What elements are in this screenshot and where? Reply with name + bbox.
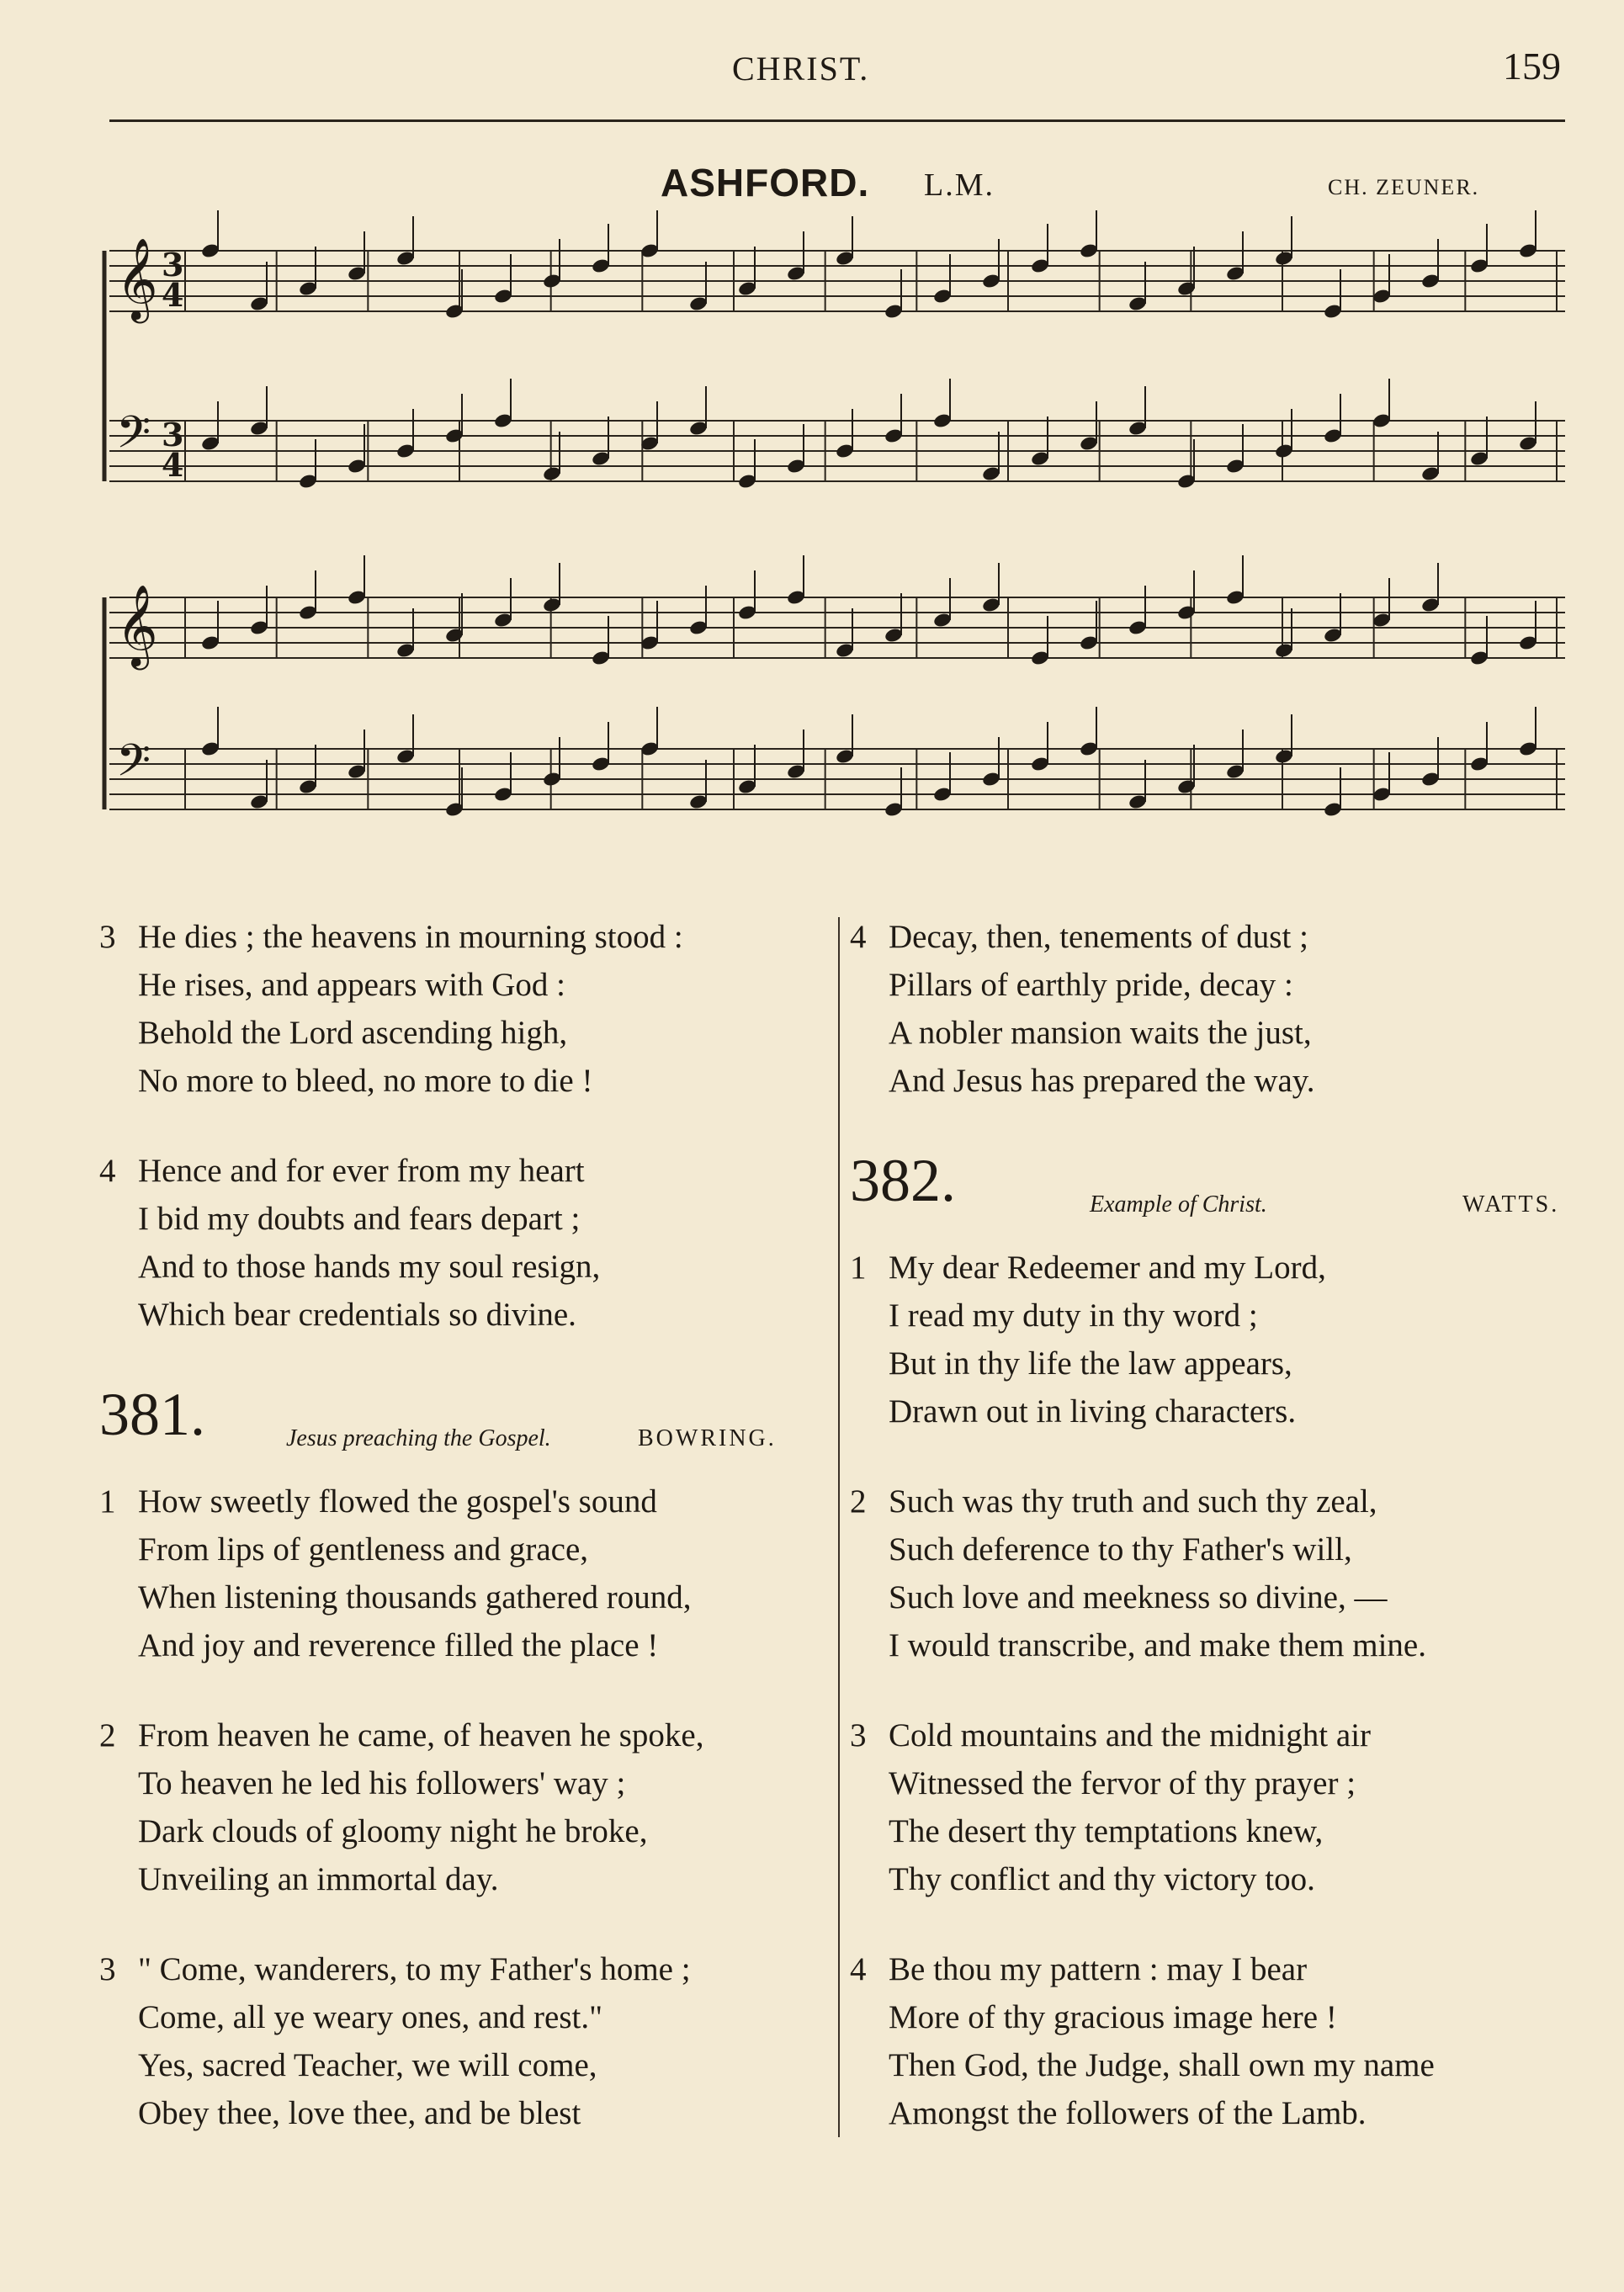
stanza-number: 3 [850, 1717, 867, 1753]
hymn-382-heading [850, 1147, 1590, 1227]
verse-text: When listening thousands gathered round, [138, 1579, 692, 1616]
verse-line [99, 1621, 831, 1669]
verse-text: More of thy gracious image here ! [889, 1999, 1337, 2035]
verse-line [850, 1711, 1590, 1759]
hymn-number: 382. [850, 1147, 956, 1214]
hymn-author: WATTS. [1462, 1191, 1560, 1218]
verse-line [99, 1711, 831, 1759]
verse-text: Unveiling an immortal day. [138, 1861, 499, 1897]
verse-line [850, 1340, 1590, 1387]
verse-line [850, 1945, 1590, 1993]
verse-line [99, 961, 831, 1009]
verse-line [99, 1057, 831, 1105]
stanza-number: 3 [99, 1951, 116, 1987]
verse-line [99, 2041, 831, 2089]
verse-text: Dark clouds of gloomy night he broke, [138, 1813, 648, 1849]
verse-line [99, 1478, 831, 1525]
verse-line [850, 1573, 1590, 1621]
verse-text: " Come, wanderers, to my Father's home ; [138, 1951, 691, 1987]
verse-line [99, 1195, 831, 1243]
verse-text: No more to bleed, no more to die ! [138, 1063, 593, 1099]
verse-line [99, 2089, 831, 2137]
verse-line [99, 1147, 831, 1195]
verse-line [99, 1807, 831, 1855]
verse-text: Such was thy truth and such thy zeal, [889, 1483, 1377, 1520]
verse-text: A nobler mansion waits the just, [889, 1015, 1312, 1051]
bass-clef: 𝄢 [116, 407, 151, 470]
verse-line [99, 1009, 831, 1057]
stanza [850, 1244, 1590, 1435]
verse-line [99, 1945, 831, 1993]
verse-text: But in thy life the law appears, [889, 1345, 1292, 1382]
hymn-381-heading [99, 1381, 831, 1461]
verse-text: Drawn out in living characters. [889, 1393, 1297, 1430]
verse-text: From heaven he came, of heaven he spoke, [138, 1717, 704, 1753]
verse-text: Such love and meekness so divine, — [889, 1579, 1388, 1616]
hymn-subtitle: Jesus preaching the Gospel. [286, 1425, 551, 1451]
verse-text: Amongst the followers of the Lamb. [889, 2095, 1367, 2131]
music-score [101, 210, 1574, 867]
time-signature: 4 [162, 446, 184, 484]
verse-text: He rises, and appears with God : [138, 967, 565, 1003]
verse-text: Yes, sacred Teacher, we will come, [138, 2047, 597, 2083]
stanza-number: 3 [99, 919, 116, 955]
verse-text: And Jesus has prepared the way. [889, 1063, 1315, 1099]
verse-text: He dies ; the heavens in mourning stood : [138, 919, 683, 955]
verse-text: I bid my doubts and fears depart ; [138, 1201, 581, 1237]
header-rule [109, 119, 1565, 122]
verse-text: Obey thee, love thee, and be blest [138, 2095, 581, 2131]
stanza [850, 1478, 1590, 1669]
verse-line [850, 1009, 1590, 1057]
verse-text: Such deference to thy Father's will, [889, 1531, 1352, 1568]
verse-text: The desert thy temptations knew, [889, 1813, 1324, 1849]
verse-line [850, 1807, 1590, 1855]
stanza [850, 1711, 1590, 1903]
verse-text: Cold mountains and the midnight air [889, 1717, 1372, 1753]
verse-text: How sweetly flowed the gospel's sound [138, 1483, 657, 1520]
stanza [99, 1478, 831, 1669]
verse-text: Pillars of earthly pride, decay : [889, 967, 1293, 1003]
verse-text: To heaven he led his followers' way ; [138, 1765, 626, 1801]
tune-name: ASHFORD. [661, 161, 870, 204]
stanza-number: 1 [99, 1483, 116, 1520]
verse-text: And to those hands my soul resign, [138, 1249, 601, 1285]
verse-line [850, 1244, 1590, 1292]
right-column [850, 913, 1590, 2179]
treble-clef: 𝄞 [116, 237, 158, 320]
hymn-subtitle: Example of Christ. [1090, 1191, 1267, 1218]
verse-line [850, 1621, 1590, 1669]
stanza-number: 4 [99, 1153, 116, 1189]
verse-line [850, 1387, 1590, 1435]
verse-line [850, 2041, 1590, 2089]
stanza [99, 1945, 831, 2137]
time-signature: 4 [162, 276, 184, 314]
stanza [850, 1945, 1590, 2137]
verse-line [99, 1759, 831, 1807]
stanza-number: 4 [850, 1951, 867, 1987]
stanza [99, 1711, 831, 1903]
verse-line [99, 1525, 831, 1573]
verse-line [99, 913, 831, 961]
stanza-number: 2 [99, 1717, 116, 1753]
stanza-number: 4 [850, 919, 867, 955]
verse-line [850, 1759, 1590, 1807]
bass-clef: 𝄢 [116, 735, 151, 798]
stanza [850, 913, 1590, 1105]
verse-text: And joy and reverence filled the place ! [138, 1627, 659, 1663]
column-divider [838, 917, 840, 2137]
verse-text: From lips of gentleness and grace, [138, 1531, 589, 1568]
verse-text: Then God, the Judge, shall own my name [889, 2047, 1435, 2083]
time-signature: 3 [162, 416, 184, 454]
verse-text: Thy conflict and thy victory too. [889, 1861, 1315, 1897]
verse-line [850, 961, 1590, 1009]
time-signature: 3 [162, 246, 184, 284]
tune-composer: CH. ZEUNER. [1328, 175, 1480, 199]
verse-line [850, 1525, 1590, 1573]
verse-line [850, 1057, 1590, 1105]
verse-line [850, 2089, 1590, 2137]
verse-text: Come, all ye weary ones, and rest." [138, 1999, 602, 2035]
page-header [0, 0, 1624, 126]
tune-meter: L.M. [924, 167, 995, 203]
verse-line [99, 1243, 831, 1291]
treble-clef: 𝄞 [116, 584, 158, 666]
stanza [99, 1147, 831, 1339]
verse-text: Witnessed the fervor of thy prayer ; [889, 1765, 1356, 1801]
verse-text: Decay, then, tenements of dust ; [889, 919, 1308, 955]
verse-line [850, 1993, 1590, 2041]
verse-line [99, 1291, 831, 1339]
verse-line [850, 1292, 1590, 1340]
verse-text: Which bear credentials so divine. [138, 1297, 576, 1333]
verse-line [99, 1573, 831, 1621]
verse-line [850, 1478, 1590, 1525]
stanza-number: 1 [850, 1249, 867, 1286]
verse-text: My dear Redeemer and my Lord, [889, 1249, 1326, 1286]
hymn-author: BOWRING. [638, 1425, 777, 1451]
verse-text: Hence and for ever from my heart [138, 1153, 585, 1189]
verse-line [850, 1855, 1590, 1903]
verse-line [850, 913, 1590, 961]
verse-line [99, 1993, 831, 2041]
verse-text: Be thou my pattern : may I bear [889, 1951, 1308, 1987]
left-column [99, 913, 831, 2179]
stanza [99, 913, 831, 1105]
hymn-number: 381. [99, 1381, 205, 1448]
verse-text: I read my duty in thy word ; [889, 1297, 1258, 1334]
verse-text: Behold the Lord ascending high, [138, 1015, 568, 1051]
running-title: CHRIST. [732, 50, 870, 88]
verse-text: I would transcribe, and make them mine. [889, 1627, 1426, 1663]
page-number: 159 [1503, 45, 1561, 88]
stanza-number: 2 [850, 1483, 867, 1520]
verse-line [99, 1855, 831, 1903]
